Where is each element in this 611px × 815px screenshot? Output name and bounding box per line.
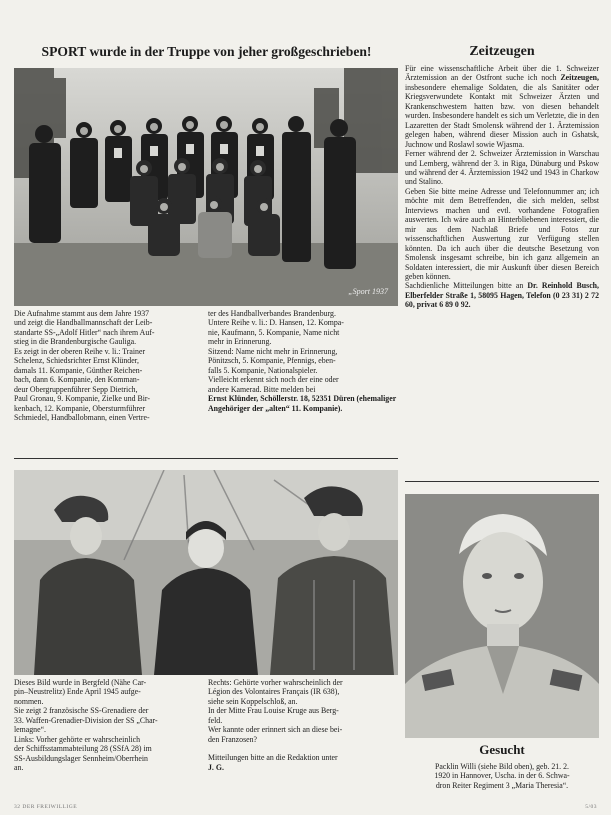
bergfeld-photo-image [14, 470, 398, 675]
caption-line: Vielleicht erkennt sich noch der eine oder [208, 375, 339, 385]
page-footer-right: 5/03 [585, 804, 597, 810]
caption-line: damals 11. Kompanie, Günther Reichen- [14, 365, 143, 375]
portrait-photo-image [405, 494, 599, 738]
contact-address-kluender: Ernst Klünder, Schöllerstr. 18, 52351 Düren (ehemaliger Angehöriger der „alten“ 11. Kompanie). [208, 394, 397, 413]
bergfeld-caption-col2 [208, 678, 399, 772]
caption-line: stieg in die Brandenburgische Gauliga. [14, 337, 137, 347]
bergfeld-caption-col1 [14, 678, 204, 773]
caption-line: kenbach, 12. Kompanie, Obersturmführer [14, 403, 146, 413]
caption-line: Links: Vorher gehörte er wahrscheinlich [14, 734, 141, 744]
bergfeld-photo [14, 470, 398, 675]
team-caption-col2 [208, 309, 399, 413]
gesucht-line: dron Reiter Regiment 3 „Maria Theresia“. [435, 780, 569, 790]
caption-line: siehe sein Koppelschloß, an. [208, 696, 298, 706]
caption-line: Sie zeigt 2 französische SS-Grenadiere der [14, 706, 149, 716]
caption-line: Schmiedel, Handballobmann, einen Vertre- [14, 412, 150, 422]
caption-line: der Schiffsstammabteilung 28 (SSfA 28) im [14, 744, 152, 754]
contact-lead: Sachdienliche Mitteilungen bitte an [405, 281, 524, 291]
caption-line: bach, dann 6. Kompanie, den Komman- [14, 375, 140, 385]
gesucht-line: 1920 in Hannover, Uscha. in der 6. Schwa- [434, 771, 570, 781]
article-title-zeitzeugen: Zeitzeugen [469, 44, 535, 59]
section-divider [14, 458, 398, 459]
caption-line: pin–Neustrelitz) Ende April 1945 aufge- [14, 687, 141, 697]
caption-line: Untere Reihe v. li.: D. Hansen, 12. Kompa- [208, 318, 344, 328]
caption-line: SS-Ausbildungslager Sennheim/Oberrhein [14, 753, 148, 763]
caption-line: lemagne“. [14, 725, 47, 735]
gesucht-text [405, 762, 599, 790]
contact-address-busch: Dr. Reinhold Busch, Elberfelder Straße 1, 58095 Hagen, Telefon (0 23 31) 2 72 60, privat 6 89 0 92. [405, 281, 599, 310]
caption-line: In der Mitte Frau Louise Kruge aus Berg- [208, 706, 339, 716]
caption-line: Sitzend: Name nicht mehr in Erinnerung, [208, 346, 338, 356]
zeitzeugen-intro-rest: insbesondere ehemalige Soldaten, die als Sanitäter oder Kriegsverwundete Kontakt mit Schweizer Ärzten und Krankenschwestern hatten bzw. von diesen behandelt wurden. Insbesondere handelt es sich um Verletzte, die in den Lazaretten der Stadt Smolensk während der 1. Ärztemission gelegen haben, während dieser Mission auch in Gshatsk, Juchnow und Roslawl sowie Wjasma. [405, 82, 599, 149]
caption-line: Mitteilungen bitte an die Redaktion unter [208, 753, 338, 763]
caption-signature: J. G. [208, 762, 224, 772]
gesucht-title: Gesucht [479, 742, 525, 757]
caption-line: nie, Kaufmann, 5. Kompanie, Name nicht [208, 327, 340, 337]
caption-line: Die Aufnahme stammt aus dem Jahre 1937 [14, 309, 150, 318]
caption-line: nommen. [14, 696, 44, 706]
zeitzeugen-para: Geben Sie bitte meine Adresse und Telefonnummer an; ich möchte mit dem Betreffenden, die sich melden, selbst Interviews machen und evtl. vorhandene Fotografien auswerten. Ich wäre auch an Hinterbliebenen interessiert, die mir aus dem Nachlaß Briefe und Fotos zur wissenschaftlichen Auswertung zur Verfügung stellen könnten. Da ich auch über die deutsche Besetzung von Smolensk insgesamt schreibe, bin ich ganz allgemein an Soldaten interessiert, die mir Auskunft über diesen Bereich geben können. [405, 186, 599, 281]
caption-line: standarte SS-„Adolf Hitler“ nach ihrem Auf- [14, 327, 155, 337]
caption-line: deur Obergruppenführer Sepp Dietrich, [14, 384, 138, 394]
portrait-photo [405, 494, 599, 738]
zeitzeugen-article [405, 64, 599, 310]
caption-line: an. [14, 763, 24, 773]
page-footer-left: 32 DER FREIWILLIGE [14, 804, 78, 810]
caption-line [208, 744, 399, 753]
caption-line: 33. Waffen-Grenadier-Division der SS „Char- [14, 715, 158, 725]
caption-line: und zeigt die Handballmannschaft der Leib- [14, 318, 153, 328]
zeitzeugen-contact [405, 281, 599, 309]
caption-line: Wer kannte oder erinnert sich an diese bei- [208, 725, 343, 735]
section-divider [405, 481, 599, 482]
caption-line: Dieses Bild wurde in Bergfeld (Nähe Car- [14, 678, 147, 687]
caption-line: falls 5. Kompanie, Nationalspieler. [208, 365, 318, 375]
gesucht-line: Packlin Willi (siehe Bild oben), geb. 21. 2. [435, 762, 569, 771]
team-photo-image [14, 68, 398, 306]
caption-line: mehr in Erinnerung. [208, 337, 272, 347]
caption-line: Schelenz, Schiedsrichter Ernst Klünder, [14, 356, 139, 366]
caption-line: Pönitzsch, 5. Kompanie, Pfennigs, eben- [208, 356, 336, 366]
caption-line: Paul Gronau, 9. Kompanie, Zielke und Bir- [14, 394, 150, 404]
caption-line: Légion des Volontaires Français (IR 638), [208, 687, 340, 697]
caption-line: feld. [208, 715, 223, 725]
photo-inscription: „Sport 1937 [348, 287, 388, 296]
caption-line: andere Kamerad. Bitte melden bei [208, 384, 316, 394]
zeitzeugen-intro [405, 64, 599, 149]
caption-line: Es zeigt in der oberen Reihe v. li.: Trainer [14, 346, 146, 356]
zeitzeugen-para: Ferner während der 2. Schweizer Ärztemission in Warschau und Lemberg, während der 3. in Riga, Dünaburg und Pskow und während der 4. Ärztemission 1942 und 1943 in Charkow und Stalino. [405, 149, 599, 187]
caption-line: Rechts: Gehörte vorher wahrscheinlich der [208, 678, 343, 687]
zeitzeugen-keyword: Zeitzeugen, [560, 73, 600, 83]
zeitzeugen-intro-text: Für eine wissenschaftliche Arbeit über die 1. Schweizer Ärztemission an der Ostfront suche ich noch [405, 64, 599, 83]
caption-line: den Franzosen? [208, 734, 258, 744]
article-title-sport: SPORT wurde in der Truppe von jeher großgeschrieben! [41, 44, 372, 59]
caption-line: ter des Handballverbandes Brandenburg. [208, 309, 336, 318]
team-caption-col1 [14, 309, 204, 422]
team-photo [14, 68, 398, 306]
